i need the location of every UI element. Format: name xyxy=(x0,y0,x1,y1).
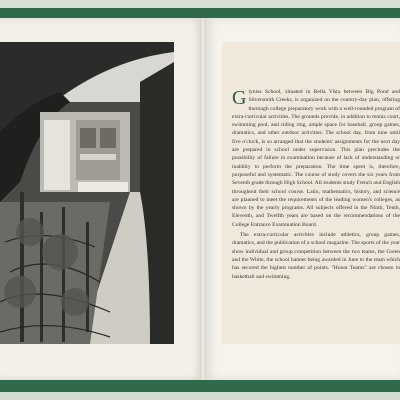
paragraph-intro-text: lyniss School, situated in Bella Vista between Big Pond and Silversmith Creeks, is organized on the country-day plan, offering thorough college preparatory work with a well-rounded program of extra-curricular activities. The grounds provide, in addition to tennis court, swimming pool, and riding ring, ample space for baseball, group games, dramatics, and other outdoor activities. The school day, from nine until five o'clock, is so arranged that the students' assignments for the next day are prepared in school under supervision. This plan precludes the possibility of failure in examination because of lack of understanding or inability to perform the preparation. The time spent is, therefore, purposeful and systematic. The course of study covers the six years from Seventh grade through High School. All students study French and English throughout their school course. Latin, mathematics, history, and science are planned to meet the requirements of the leading women's colleges, as shown by the yearly programs. All subjects offered in the Ninth, Tenth, Eleventh, and Twelfth years are based on the recommendations of the College Entrance Examination Board. xyxy=(232,89,400,228)
drop-cap-letter: G xyxy=(232,88,247,109)
paragraph-activities: The extra-curricular activities include athletics, group games, dramatics, and the publication of a school magazine. The sports of the year show individual and group competition between the two teams, the Green and the White, the school banner being awarded in June to the team which has secured the highest number of points. "Honor Teams" are chosen in basketball and swimming. xyxy=(232,232,400,280)
cover-band-top xyxy=(0,8,400,18)
book-gutter xyxy=(200,18,206,380)
photograph-image xyxy=(0,42,174,344)
background-bottom xyxy=(0,392,400,400)
body-text xyxy=(232,88,400,338)
school-photograph xyxy=(0,42,174,344)
cover-band-bottom xyxy=(0,380,400,392)
paragraph-intro xyxy=(232,88,400,229)
